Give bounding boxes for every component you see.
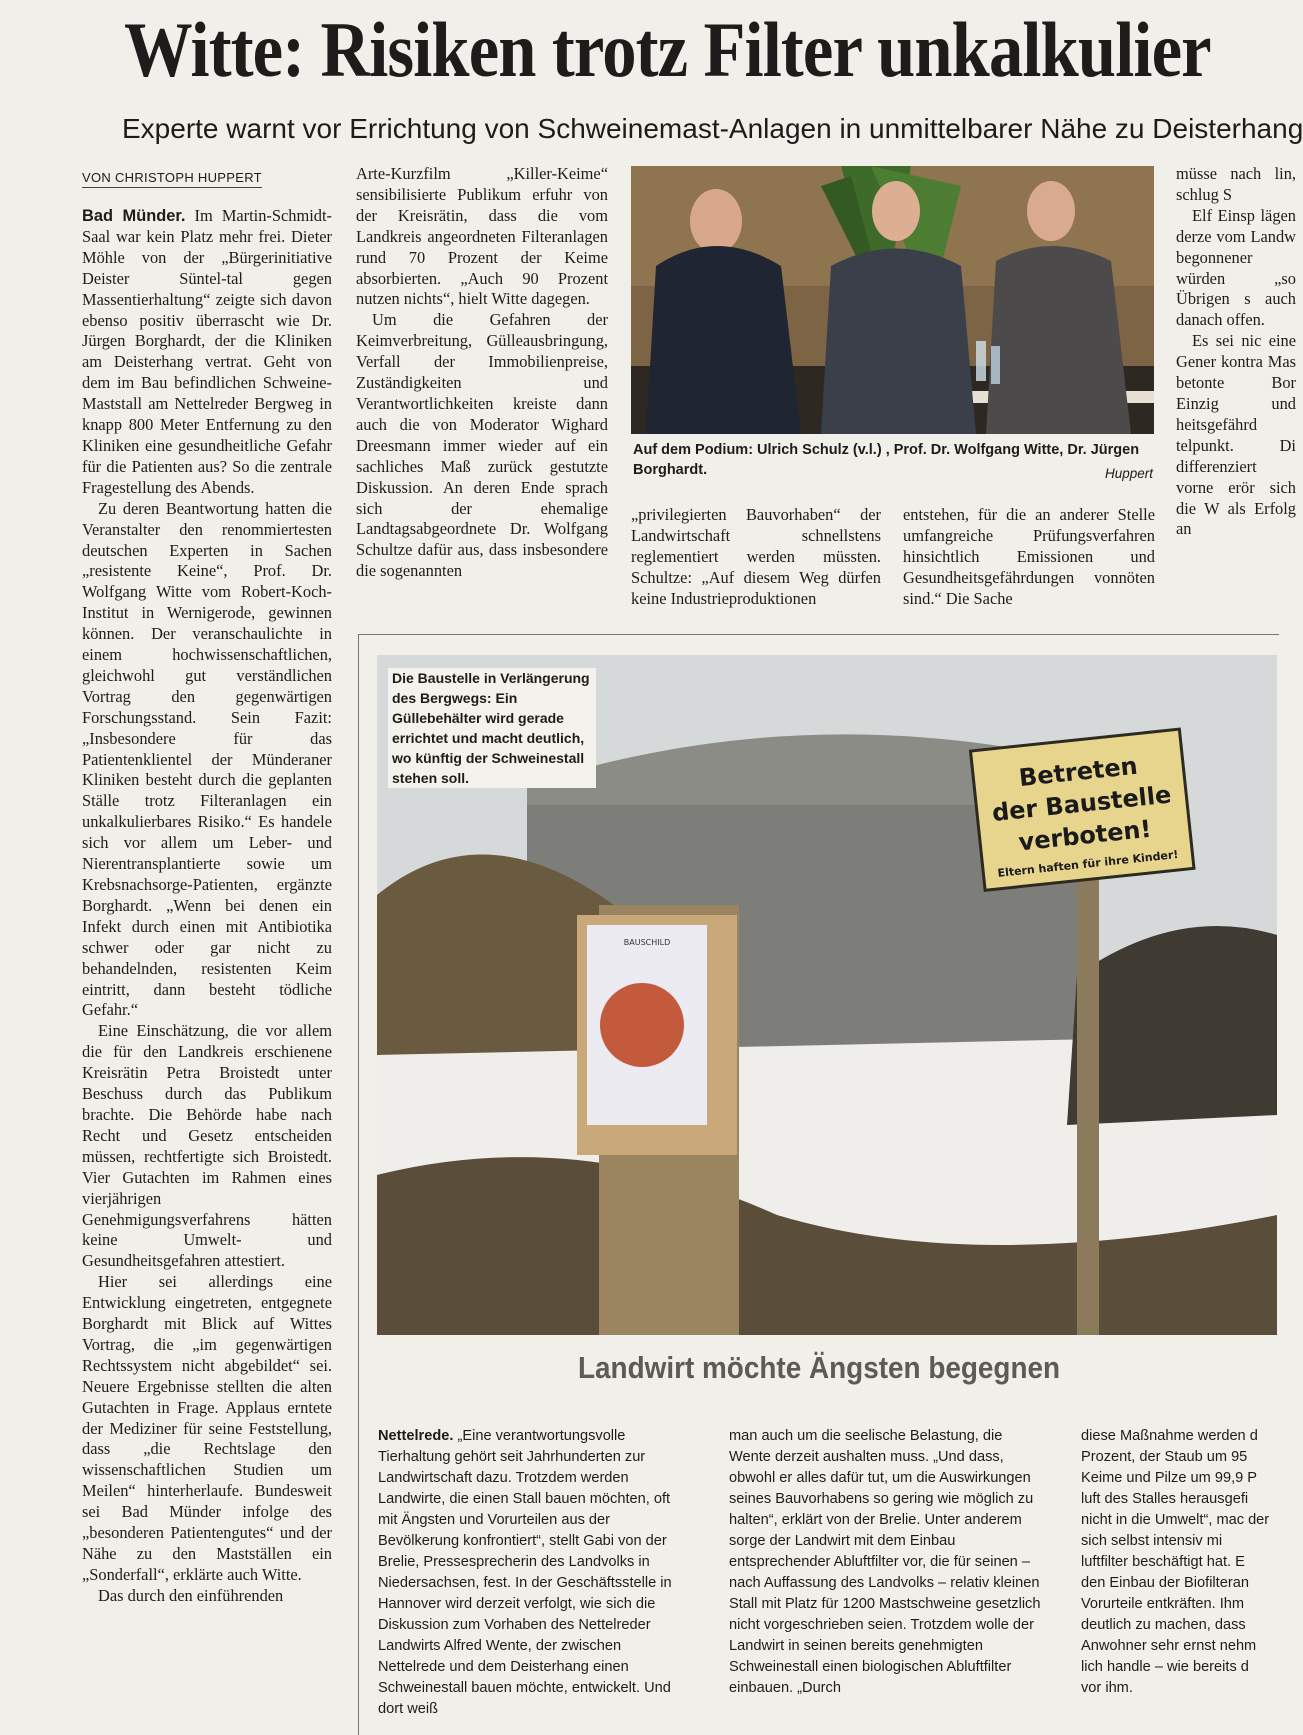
sign-line-3: verboten! [1017,814,1153,857]
byline: VON CHRISTOPH HUPPERT [82,170,262,188]
paragraph: Bad Münder. Im Martin-Schmidt-Saal war kein Platz mehr frei. Dieter Möhle von der „Bürgerinitiative Deister Süntel-tal gegen Massentierhaltung“ zeigte sich davon ebenso positiv überrascht wie Dr. Jürgen Borghardt, der die Kliniken am Deisterhang vertrat. Geht von dem im Bau befindlichen Schweine-Maststall am Nettelreder Bergweg in knapp 800 Meter Entfernung zu den Kliniken eine gesundheitliche Gefahr für die Patienten aus? So die zentrale Fragestellung des Abends. [82,206,332,497]
side-article-column-2: man auch um die seelische Belastung, die Wente derzeit aushalten muss. „Und dass, obwohl er alles dafür tut, um die Auswirkungen seines Bauvorhabens so gering wie möglich zu halten“, erklärt von der Brelie. Unter anderem sorge der Landwirt mit dem Einbau entsprechender Abluftfilter vor, die für seinen – nach Auffassung des Landvolks – relativ kleinen Stall mit Platz für 1200 Mastschweine gesetzlich nicht vorgeschrieben seien. Trotzdem wolle der Landwirt in seinen bereits genehmigten Schweinestall einen biologischen Abluftfilter einbauen. „Durch [729,1428,1041,1696]
podium-photo-image [631,166,1154,434]
subheadline: Experte warnt vor Errichtung von Schweinemast-Anlagen in unmittelbarer Nähe zu Deisterhang [122,113,1303,144]
construction-site-caption: Die Baustelle in Verlängerung des Bergwegs: Ein Güllebehälter wird gerade errichtet und macht deutlich, wo künftig der Schweinestall stehen soll. [388,668,596,788]
paragraph: Es sei nic eine Gener kontra Mas betonte Bor Einzig und heitsgefährd telpunkt. Di differenziert vorne erör sich die W als Erfolg an [1176,331,1296,539]
podium-photo-caption: Auf dem Podium: Ulrich Schulz (v.l.) , Prof. Dr. Wolfgang Witte, Dr. Jürgen Borghardt. Huppert [633,440,1153,480]
article-column-4: entstehen, für die an anderer Stelle umfangreiche Prüfungsverfahren hinsichtlich Emissionen und Gesundheitsgefährdungen vonnöten sind.“ Die Sache [903,505,1155,608]
paragraph: Elf Einsp lägen derze vom Landw begonnener würden „so Übrigen s auch danach offen. [1176,205,1296,330]
side-article-column-1 [378,1426,678,1720]
paragraph: Das durch den einführenden [98,1585,284,1605]
article-column-5 [1176,164,1296,540]
article-column-3: „privilegierten Bauvorhaben“ der Landwirtschaft schnellstens reglementiert werden müssten. Schultze: „Auf diesem Weg dürfen keine Industrieproduktionen [631,505,881,608]
paragraph: müsse nach lin, schlug S [1176,164,1296,204]
article-column-2 [356,164,608,582]
paragraph: Hier sei allerdings eine Entwicklung eingetreten, entgegnete Borghardt mit Blick auf Wittes Vortrag, die „im gegenwärtigen Rechtssystem nicht abgebildet“ sei. Neuere Ergebnisse stellten die alten Gutachten in Frage. Applaus erntete der Mediziner für seine Feststellung, dass „die Rechtslage den wissenschaftlichen Studien um Meilen“ hinterherlaufe. Bundesweit sei Bad Münder infolge des „besonderen Patientengutes“ und der Nähe zu den Mastställen ein „Sonderfall“, erklärte auch Witte. [82,1272,332,1584]
side-article-headline: Landwirt möchte Ängsten begegnen [578,1350,1061,1385]
article-column-1 [82,206,332,1607]
side-article-text: „Eine verantwortungsvolle Tierhaltung gehört seit Jahrhunderten zur Landwirtschaft dazu. Trotzdem werden Landwirte, die einen Stall bauen möchten, oft mit Ängsten und Vorurteilen aus der Bevölkerung konfrontiert“, stellt Gabi von der Brelie, Pressesprecherin des Landvolks in Niedersachsen, fest. In der Geschäftsstelle in Hannover wird derzeit verfolgt, wie sich die Diskussion zum Vorhaben des Nettelreder Landwirts Alfred Wente, der zwischen Nettelrede und dem Deisterhang einen Schweinestall bauen möchte, entwickelt. Und dort weiß [378,1428,672,1717]
sign-small-text: Eltern haften für ihre Kinder! [996,847,1179,880]
bauschild-label: BAUSCHILD [623,938,671,947]
headline: Witte: Risiken trotz Filter unkalkulier [124,6,1211,93]
paragraph: Arte-Kurzfilm „Killer-Keime“ sensibilisierte Publikum erfuhr von der Kreisrätin, dass die vom Landkreis angeordneten Filteranlagen rund 70 Prozent der Keime absorbierten. „Auch 90 Prozent nutzen nichts“, hielt Witte dagegen. [356,164,608,309]
sign-line-1: Betreten [1017,751,1139,793]
side-article-dateline: Nettelrede. [378,1428,454,1444]
paragraph: Um die Gefahren der Keimverbreitung, Gülleausbringung, Verfall der Immobilienpreise, Zuständigkeiten und Verantwortlichkeiten kreiste dann auch die von Moderator Wighard Dreesmann immer wieder auf ein sachliches Maß zurück gestutzte Diskussion. An deren Ende sprach sich der ehemalige Landtagsabgeordnete Dr. Wolfgang Schultze dafür aus, dass insbesondere die sogenannten [356,310,608,581]
paragraph: Zu deren Beantwortung hatten die Veranstalter den renommiertesten deutschen Experten in Sachen „resistente Keine“, Prof. Dr. Wolfgang Witte vom Robert-Koch-Institut in Wernigerode, gewinnen können. Der veranschaulichte in einem hochwissenschaftlichen, gleichwohl gut verständlichen Vortrag den gegenwärtigen Forschungsstand. Sein Fazit: „Insbesondere für das Patientenklientel der Münderaner Kliniken besteht durch die geplanten Ställe trotz Filteranlagen ein unkalkulierbares Risiko.“ Es handele sich vor allem um Leber- und Nierentransplantierte sowie um Krebsnachsorge-Patienten, ergänzte Borghardt. „Wenn bei denen ein Infekt durch einen mit Antibiotika schwer oder gar nicht zu behandelnden, resistenten Keim eintritt, dann besteht tödliche Gefahr.“ [82,498,332,1020]
sign-line-2: der Baustelle [990,780,1173,828]
paragraph: Eine Einschätzung, die vor allem die für den Landkreis erschienene Kreisrätin Petra Broistedt unter Beschuss durch das Publikum brachte. Die Behörde habe nach Recht und Gesetz entscheiden müssen, rechtfertigte sich Broistedt. Vier Gutachten im Rahmen eines vierjährigen Genehmigungsverfahrens hätten keine Umwelt- und Gesundheitsgefahren attestiert. [82,1021,332,1271]
dateline: Bad Münder. [82,207,186,225]
photo-credit: Huppert [1104,466,1153,481]
podium-photo [631,166,1154,434]
side-article-column-3: diese Maßnahme werden d Prozent, der Staub um 95 Keime und Pilze um 99,9 P luft des Stalles herausgefi nicht in die Umwelt“, mac der sich selbst intensiv mi luftfilter beschäftigt hat. E den Einbau der Biofilteran Vorurteile entkräften. Ihm deutlich zu machen, dass Anwohner sehr ernst nehm lich handle – wie bereits d vor ihm. [1081,1428,1270,1696]
